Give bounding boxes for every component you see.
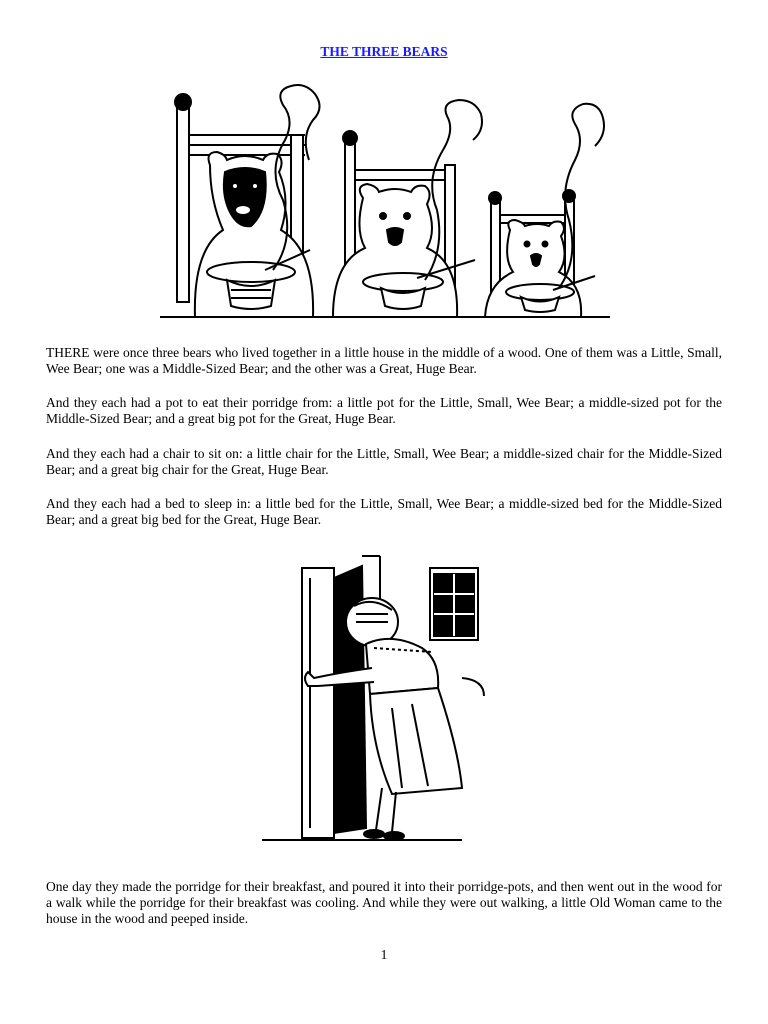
paragraph-beds: And they each had a bed to sleep in: a little bed for the Little, Small, Wee Bear; a middle-sized bed for the Middle-Sized Bear; and a great big bed for the Great, Huge Bear. [46,496,722,527]
paragraph-intro: THERE were once three bears who lived together in a little house in the middle of a wood. One of them was a Little, Small, Wee Bear; one was a Middle-Sized Bear; and the other was a Great, Huge Bear. [46,345,722,376]
paragraph-chairs: And they each had a chair to sit on: a little chair for the Little, Small, Wee Bear; a middle-sized chair for the Middle-Sized Bear; and a great big chair for the Great, Huge Bear. [46,446,722,477]
title-link[interactable]: THE THREE BEARS [320,44,448,59]
paragraph-pots: And they each had a pot to eat their porridge from: a little pot for the Little, Small, Wee Bear; a middle-sized pot for the Middle-Sized Bear; and a great big pot for the Great, Huge Bear. [46,395,722,426]
page-title [0,44,768,60]
three-bears-illustration [155,80,615,325]
paragraph-breakfast: One day they made the porridge for their breakfast, and poured it into their porridge-pots, and then went out in the wood for a walk while the porridge for their breakfast was cooling. And while they were out walking, a little Old Woman came to the house in the wood and peeped inside. [46,879,722,926]
page-number: 1 [380,947,388,962]
old-woman-illustration [262,548,502,848]
